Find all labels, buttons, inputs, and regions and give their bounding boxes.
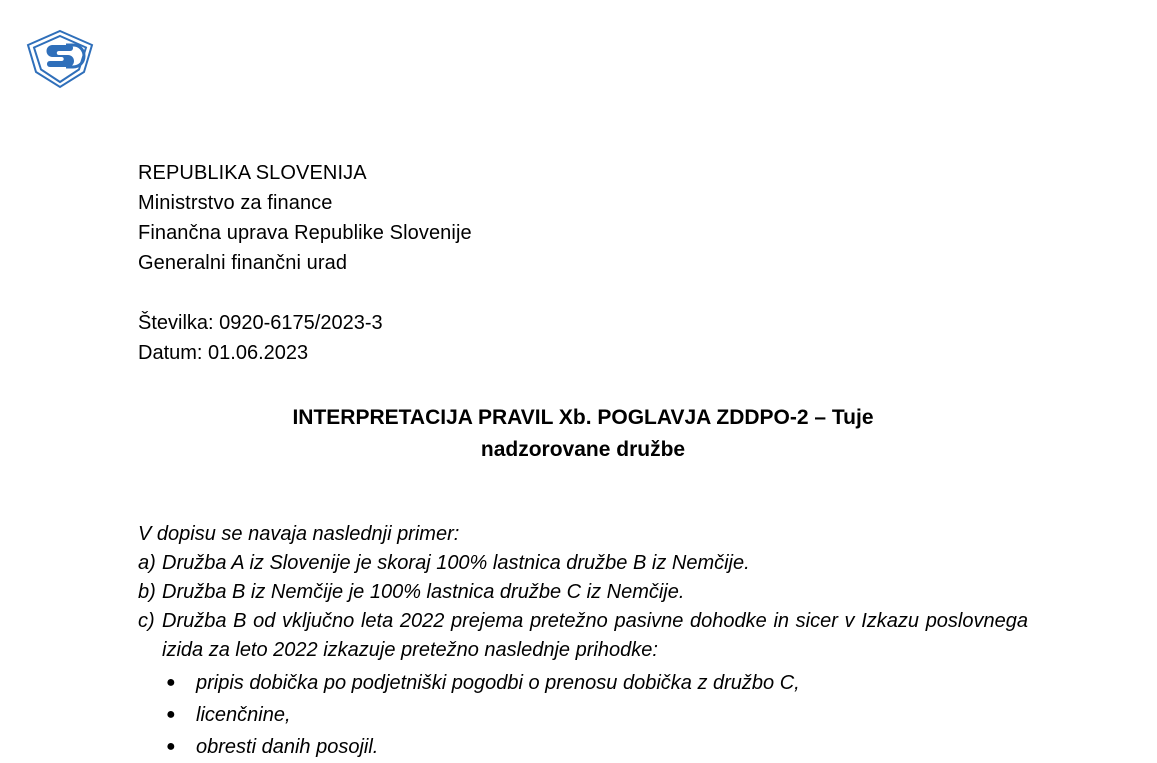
letterhead: [138, 158, 1028, 278]
list-item: [138, 578, 1028, 607]
bullet-text: obresti danih posojil.: [196, 736, 379, 758]
list-item: [166, 731, 1028, 763]
bullet-text: licenčnine,: [196, 704, 291, 726]
list-item: [138, 549, 1028, 578]
document-content: [138, 158, 1028, 763]
list-item-text: Družba B od vključno leta 2022 prejema pretežno pasivne dohodke in sicer v Izkazu poslovnega izida za leto 2022 izkazuje pretežno naslednje prihodke:: [162, 610, 1028, 661]
bullet-list: [138, 667, 1028, 763]
bullet-dot-icon: ●: [166, 674, 176, 691]
letterhead-line-3: Finančna uprava Republike Slovenije: [138, 222, 472, 244]
page-title: [138, 402, 1028, 466]
letterhead-line-1: REPUBLIKA SLOVENIJA: [138, 162, 367, 184]
reference-block: [138, 308, 1028, 368]
list-item: [166, 667, 1028, 699]
list-item-text: Družba A iz Slovenije je skoraj 100% lastnica družbe B iz Nemčije.: [162, 552, 750, 574]
page-title-line-1: INTERPRETACIJA PRAVIL Xb. POGLAVJA ZDDPO-2 – Tuje: [292, 406, 874, 429]
bullet-dot-icon: ●: [166, 706, 176, 723]
list-item: [138, 607, 1028, 665]
intro-paragraph: V dopisu se navaja naslednji primer:: [138, 523, 460, 545]
bullet-dot-icon: ●: [166, 738, 176, 755]
page-title-line-2: nadzorovane družbe: [480, 438, 686, 461]
list-item-text: Družba B iz Nemčije je 100% lastnica družbe C iz Nemčije.: [162, 581, 685, 603]
body-text: [138, 520, 1028, 763]
document-date: Datum: 01.06.2023: [138, 342, 309, 364]
furs-sd-logo: [22, 28, 98, 90]
list-item: [166, 699, 1028, 731]
document-number: Številka: 0920-6175/2023-3: [138, 312, 383, 334]
list-item-marker: a): [138, 552, 156, 574]
list-item-marker: c): [138, 610, 155, 632]
letterhead-line-2: Ministrstvo za finance: [138, 192, 333, 214]
list-item-marker: b): [138, 581, 156, 603]
letterhead-line-4: Generalni finančni urad: [138, 252, 348, 274]
bullet-text: pripis dobička po podjetniški pogodbi o prenosu dobička z družbo C,: [196, 672, 800, 694]
